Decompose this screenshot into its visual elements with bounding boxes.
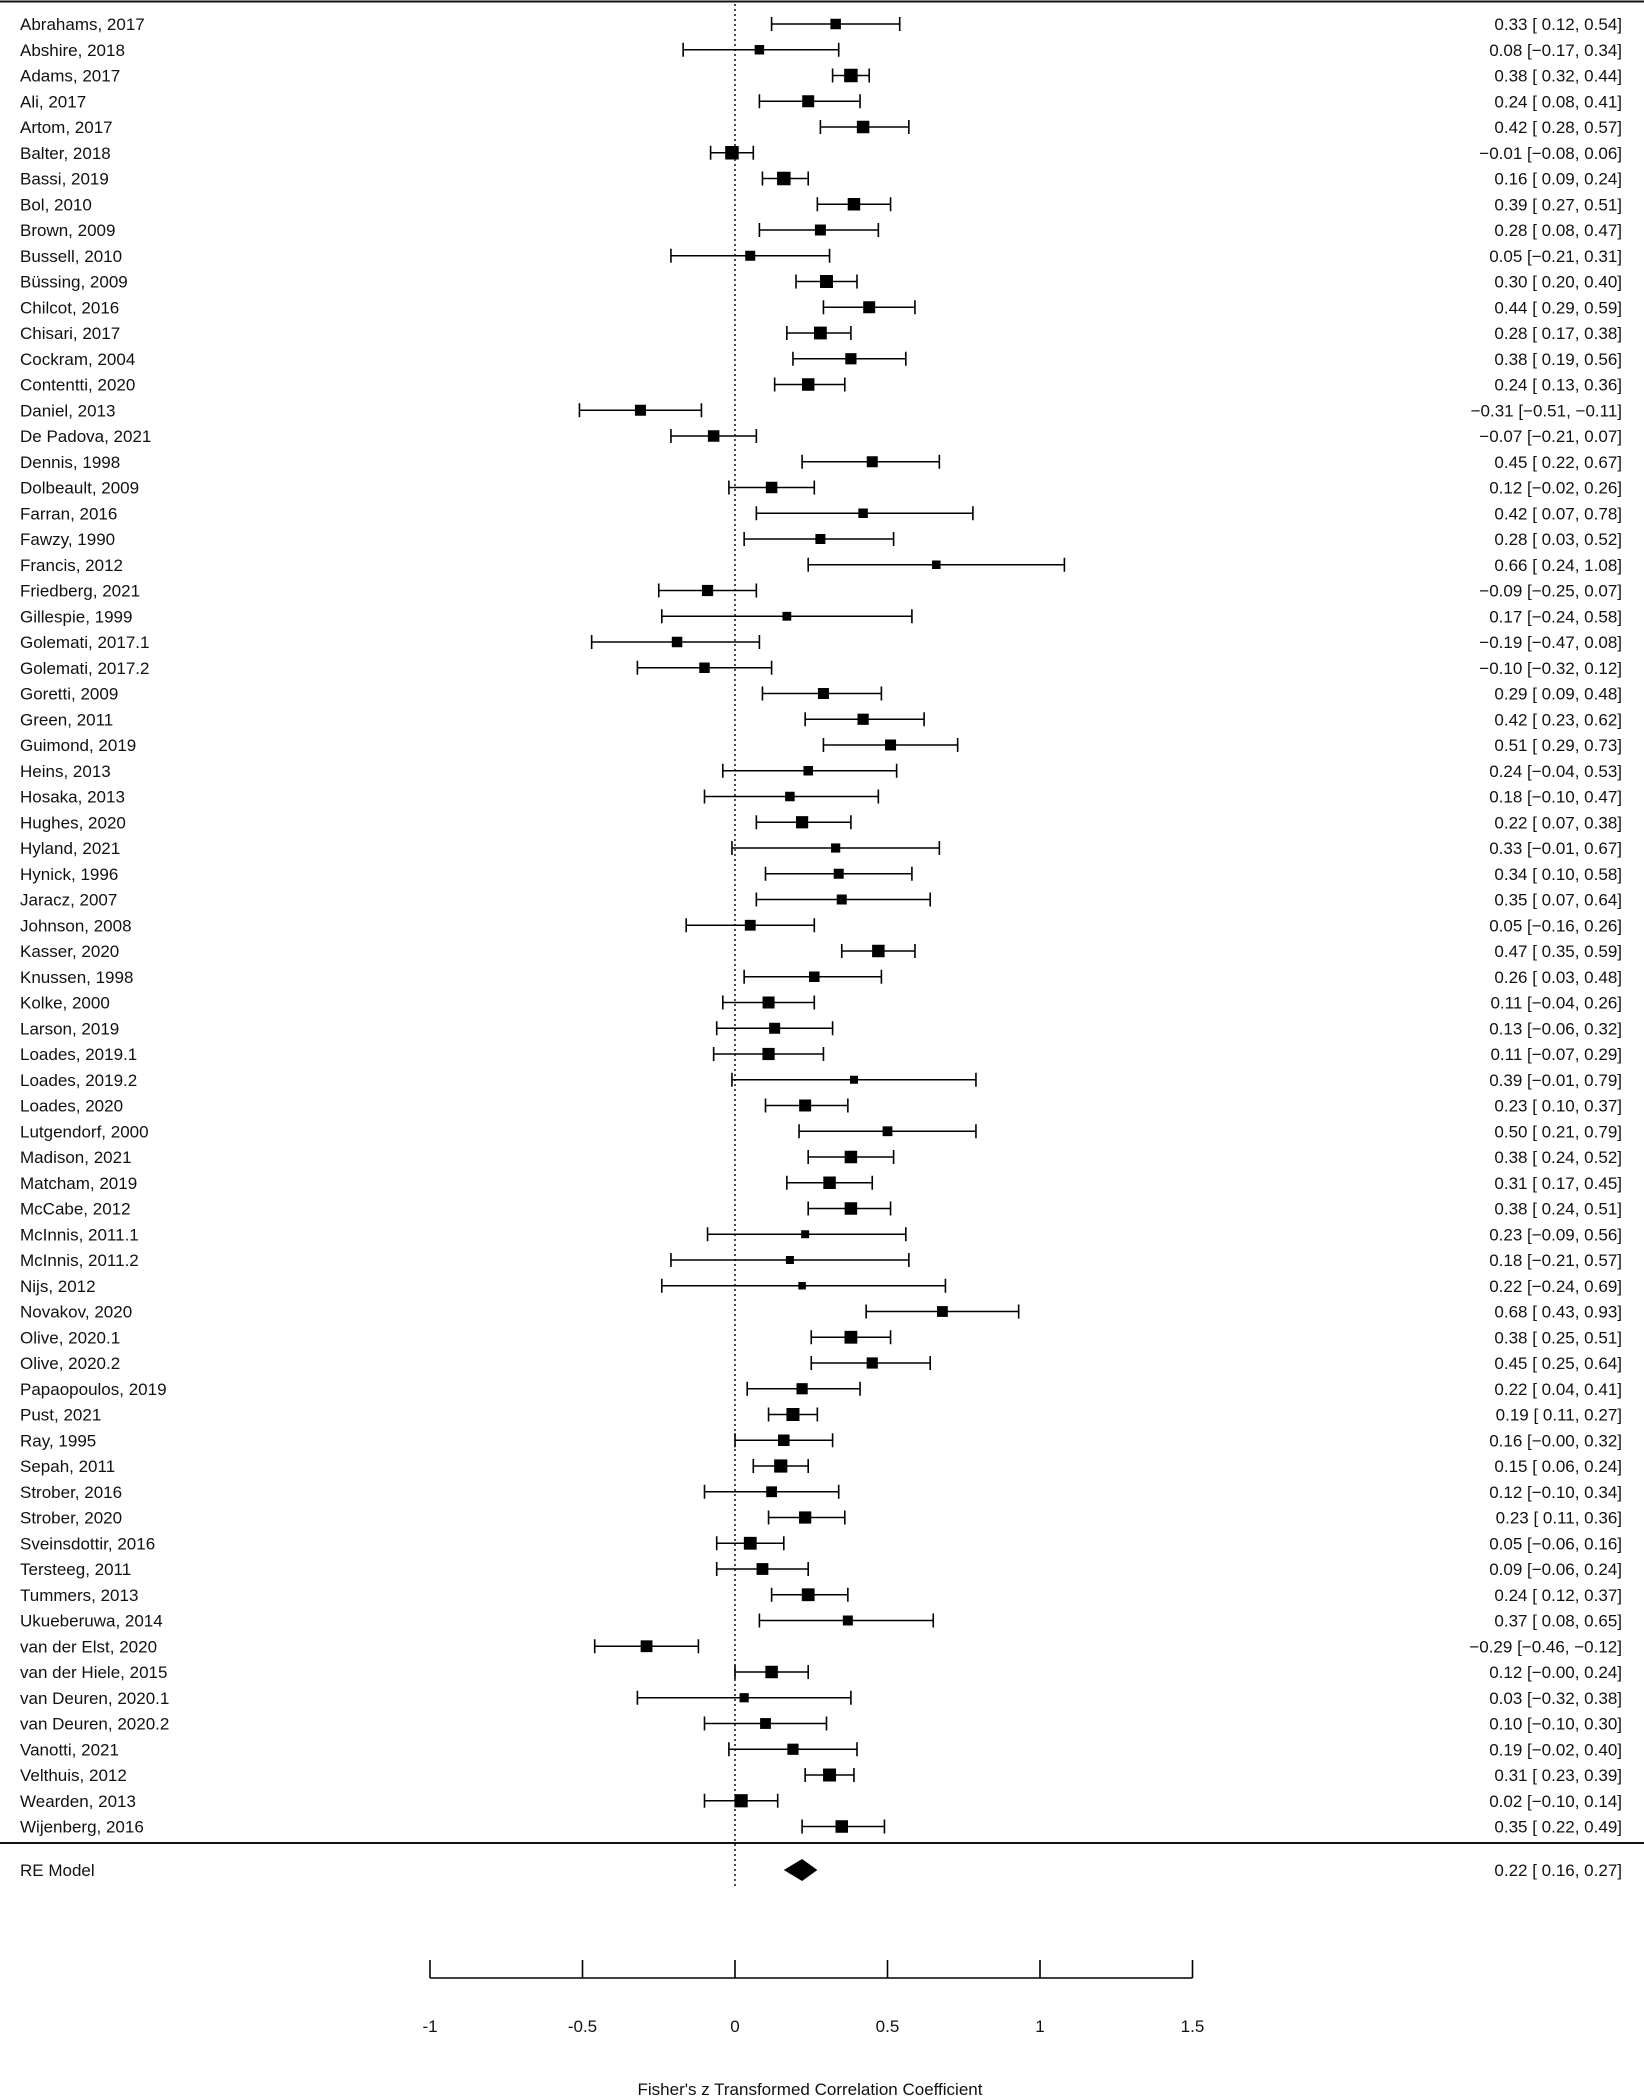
- ci-text: 0.23 [−0.09, 0.56]: [1489, 1225, 1622, 1245]
- point-estimate: [823, 1769, 836, 1782]
- study-row: [20, 1097, 1622, 1116]
- x-axis-title: Fisher's z Transformed Correlation Coefficient: [637, 2080, 983, 2099]
- ci-text: 0.13 [−0.06, 0.32]: [1489, 1019, 1622, 1039]
- study-row: [20, 15, 1622, 34]
- study-label: Tummers, 2013: [20, 1585, 139, 1605]
- ci-text: 0.11 [−0.07, 0.29]: [1490, 1045, 1622, 1064]
- ci-text: 0.33 [ 0.12, 0.54]: [1494, 15, 1622, 34]
- ci-text: −0.01 [−0.08, 0.06]: [1479, 143, 1622, 163]
- ci-text: 0.34 [ 0.10, 0.58]: [1494, 864, 1622, 884]
- study-rows: [20, 15, 1622, 1837]
- study-row: [20, 1560, 1622, 1579]
- study-row: [20, 762, 1622, 781]
- ci-text: 0.03 [−0.32, 0.38]: [1489, 1688, 1622, 1708]
- study-label: Vanotti, 2021: [20, 1740, 119, 1760]
- study-label: Nijs, 2012: [20, 1276, 96, 1296]
- point-estimate: [845, 1202, 858, 1215]
- study-label: McCabe, 2012: [20, 1199, 131, 1219]
- ci-text: 0.11 [−0.04, 0.26]: [1490, 993, 1622, 1013]
- ci-text: 0.38 [ 0.25, 0.51]: [1494, 1328, 1622, 1348]
- study-label: Tersteeg, 2011: [20, 1560, 132, 1579]
- ci-text: 0.33 [−0.01, 0.67]: [1489, 839, 1622, 858]
- ci-text: −0.07 [−0.21, 0.07]: [1479, 427, 1622, 446]
- ci-text: 0.38 [ 0.19, 0.56]: [1494, 349, 1622, 369]
- ci-text: 0.35 [ 0.07, 0.64]: [1494, 890, 1622, 910]
- point-estimate: [809, 972, 820, 983]
- study-label: Sepah, 2011: [20, 1457, 116, 1476]
- study-row: [20, 350, 1622, 369]
- point-estimate: [844, 69, 858, 83]
- study-row: [20, 1740, 1622, 1759]
- study-row: [20, 324, 1622, 343]
- study-label: van der Elst, 2020: [20, 1637, 158, 1657]
- point-estimate: [837, 895, 847, 905]
- point-estimate: [760, 1718, 771, 1729]
- study-row: [20, 221, 1622, 240]
- study-row: [20, 1457, 1622, 1476]
- study-label: Loades, 2019.2: [20, 1070, 138, 1090]
- point-estimate: [850, 1076, 858, 1084]
- ci-text: −0.31 [−0.51, −0.11]: [1470, 401, 1622, 421]
- study-row: [20, 427, 1622, 446]
- ci-text: 0.68 [ 0.43, 0.93]: [1494, 1302, 1622, 1322]
- ci-text: 0.12 [−0.02, 0.26]: [1489, 478, 1622, 498]
- point-estimate: [797, 1383, 808, 1394]
- ci-text: 0.19 [ 0.11, 0.27]: [1495, 1405, 1622, 1425]
- ci-text: 0.39 [ 0.27, 0.51]: [1494, 195, 1622, 215]
- point-estimate: [766, 1486, 777, 1497]
- study-row: [20, 118, 1622, 137]
- point-estimate: [843, 1616, 853, 1626]
- ci-text: 0.50 [ 0.21, 0.79]: [1494, 1122, 1622, 1142]
- point-estimate: [803, 766, 813, 776]
- study-row: [20, 67, 1622, 86]
- study-row: [20, 607, 1622, 626]
- study-row: [20, 479, 1622, 498]
- point-estimate: [762, 1048, 774, 1060]
- study-row: [20, 1071, 1622, 1090]
- study-row: [20, 298, 1622, 317]
- point-estimate: [778, 1435, 790, 1447]
- study-label: Cockram, 2004: [20, 349, 136, 369]
- point-estimate: [799, 1511, 811, 1523]
- study-row: [20, 1122, 1622, 1141]
- ci-text: 0.30 [ 0.20, 0.40]: [1494, 272, 1622, 292]
- point-estimate: [883, 1126, 893, 1136]
- study-label: Golemati, 2017.2: [20, 658, 150, 678]
- study-row: [20, 1303, 1622, 1322]
- study-row: [20, 504, 1622, 523]
- study-row: [20, 788, 1622, 807]
- study-label: Bussell, 2010: [20, 246, 123, 266]
- ci-text: 0.23 [ 0.10, 0.37]: [1494, 1096, 1622, 1116]
- ci-text: 0.26 [ 0.03, 0.48]: [1494, 967, 1622, 987]
- study-label: Abrahams, 2017: [20, 15, 145, 34]
- study-row: [20, 195, 1622, 214]
- study-label: Wearden, 2013: [20, 1791, 136, 1811]
- study-row: [20, 1509, 1622, 1528]
- study-label: Büssing, 2009: [20, 272, 128, 292]
- ci-text: 0.28 [ 0.03, 0.52]: [1494, 530, 1622, 549]
- point-estimate: [820, 275, 833, 288]
- study-row: [20, 1174, 1622, 1193]
- study-row: [20, 582, 1622, 601]
- ci-text: 0.42 [ 0.28, 0.57]: [1494, 118, 1622, 137]
- ci-text: 0.45 [ 0.22, 0.67]: [1494, 452, 1622, 472]
- study-label: Jaracz, 2007: [20, 890, 118, 910]
- study-label: Chisari, 2017: [20, 324, 121, 343]
- study-row: [20, 1663, 1622, 1682]
- ci-text: 0.17 [−0.24, 0.58]: [1489, 607, 1622, 627]
- study-label: Francis, 2012: [20, 555, 123, 575]
- study-row: [20, 1019, 1622, 1038]
- study-row: [20, 144, 1622, 163]
- study-label: Matcham, 2019: [20, 1173, 138, 1193]
- study-label: Gillespie, 1999: [20, 607, 133, 627]
- ci-text: 0.12 [−0.00, 0.24]: [1489, 1663, 1622, 1682]
- ci-text: 0.16 [ 0.09, 0.24]: [1494, 169, 1622, 189]
- point-estimate: [932, 561, 941, 570]
- point-estimate: [708, 430, 720, 442]
- point-estimate: [802, 95, 814, 107]
- point-estimate: [765, 1666, 778, 1679]
- study-label: Ali, 2017: [20, 92, 87, 112]
- study-row: [20, 1148, 1622, 1167]
- ci-text: 0.24 [ 0.13, 0.36]: [1494, 375, 1622, 395]
- point-estimate: [845, 1331, 858, 1344]
- ci-text: 0.45 [ 0.25, 0.64]: [1494, 1354, 1622, 1373]
- study-row: [20, 685, 1622, 704]
- point-estimate: [818, 688, 829, 699]
- ci-text: 0.15 [ 0.06, 0.24]: [1494, 1457, 1622, 1476]
- point-estimate: [740, 1693, 749, 1702]
- ci-text: 0.38 [ 0.24, 0.51]: [1494, 1199, 1622, 1219]
- point-estimate: [831, 843, 840, 852]
- study-label: Brown, 2009: [20, 221, 116, 240]
- study-label: Golemati, 2017.1: [20, 633, 150, 652]
- study-row: [20, 1818, 1622, 1837]
- ci-text: 0.38 [ 0.32, 0.44]: [1494, 66, 1622, 86]
- point-estimate: [725, 146, 739, 160]
- study-label: van der Hiele, 2015: [20, 1663, 168, 1682]
- point-estimate: [937, 1306, 948, 1317]
- study-row: [20, 1431, 1622, 1450]
- ci-text: 0.19 [−0.02, 0.40]: [1489, 1740, 1622, 1760]
- ci-text: 0.18 [−0.21, 0.57]: [1489, 1251, 1622, 1270]
- point-estimate: [641, 1640, 653, 1652]
- study-label: Green, 2011: [20, 710, 114, 730]
- study-label: Velthuis, 2012: [20, 1766, 127, 1785]
- ci-text: 0.05 [−0.16, 0.26]: [1489, 916, 1622, 936]
- x-tick-label: -0.5: [567, 2017, 598, 2036]
- study-row: [20, 1766, 1622, 1785]
- study-row: [20, 968, 1622, 987]
- study-label: Fawzy, 1990: [20, 530, 116, 549]
- ci-text: 0.08 [−0.17, 0.34]: [1489, 40, 1622, 60]
- point-estimate: [885, 740, 896, 751]
- point-estimate: [786, 1408, 799, 1421]
- study-row: [20, 1354, 1622, 1373]
- point-estimate: [735, 1794, 748, 1807]
- study-row: [20, 1534, 1622, 1553]
- study-label: Kolke, 2000: [20, 993, 110, 1013]
- ci-text: 0.29 [ 0.09, 0.48]: [1494, 684, 1622, 704]
- study-label: Olive, 2020.2: [20, 1354, 121, 1373]
- ci-text: 0.05 [−0.06, 0.16]: [1489, 1534, 1622, 1554]
- study-row: [20, 1612, 1622, 1631]
- x-tick-label: 1: [1035, 2017, 1045, 2036]
- study-label: Novakov, 2020: [20, 1302, 133, 1322]
- study-label: Dolbeault, 2009: [20, 478, 140, 498]
- ci-text: 0.28 [ 0.08, 0.47]: [1494, 221, 1622, 240]
- ci-text: 0.12 [−0.10, 0.34]: [1489, 1482, 1622, 1502]
- point-estimate: [858, 509, 868, 519]
- study-row: [20, 1328, 1622, 1347]
- point-estimate: [798, 1282, 806, 1290]
- point-estimate: [796, 816, 808, 828]
- study-label: Bassi, 2019: [20, 169, 109, 189]
- ci-text: 0.39 [−0.01, 0.79]: [1489, 1070, 1622, 1090]
- study-label: Daniel, 2013: [20, 401, 116, 421]
- point-estimate: [848, 198, 861, 211]
- study-row: [20, 710, 1622, 729]
- study-row: [20, 942, 1622, 961]
- point-estimate: [867, 1357, 878, 1368]
- study-row: [20, 530, 1622, 549]
- study-label: Ukueberuwa, 2014: [20, 1611, 163, 1631]
- study-label: Guimond, 2019: [20, 736, 137, 755]
- study-label: Heins, 2013: [20, 761, 111, 781]
- study-label: Olive, 2020.1: [20, 1328, 121, 1348]
- study-label: Friedberg, 2021: [20, 581, 141, 601]
- point-estimate: [802, 378, 815, 391]
- ci-text: 0.24 [ 0.08, 0.41]: [1494, 92, 1622, 112]
- point-estimate: [774, 1459, 787, 1472]
- study-label: Farran, 2016: [20, 504, 118, 524]
- point-estimate: [769, 1023, 780, 1034]
- study-row: [20, 1200, 1622, 1219]
- point-estimate: [858, 714, 869, 725]
- ci-text: 0.66 [ 0.24, 1.08]: [1494, 555, 1622, 575]
- study-label: Wijenberg, 2016: [20, 1817, 144, 1837]
- study-label: Balter, 2018: [20, 143, 111, 163]
- point-estimate: [799, 1100, 811, 1112]
- ci-text: 0.24 [ 0.12, 0.37]: [1494, 1585, 1622, 1605]
- study-row: [20, 1045, 1622, 1064]
- ci-text: 0.23 [ 0.11, 0.36]: [1495, 1508, 1622, 1528]
- point-estimate: [702, 585, 713, 596]
- study-row: [20, 1406, 1622, 1425]
- study-row: [20, 273, 1622, 292]
- ci-text: −0.09 [−0.25, 0.07]: [1479, 581, 1622, 601]
- study-label: Abshire, 2018: [20, 40, 125, 60]
- point-estimate: [823, 1177, 836, 1190]
- study-label: Hyland, 2021: [20, 839, 121, 858]
- point-estimate: [845, 1151, 858, 1164]
- point-estimate: [745, 920, 756, 931]
- point-estimate: [815, 534, 825, 544]
- study-label: Kasser, 2020: [20, 942, 120, 961]
- study-row: [20, 556, 1622, 575]
- point-estimate: [814, 327, 827, 340]
- study-row: [20, 1586, 1622, 1605]
- point-estimate: [635, 405, 646, 416]
- point-estimate: [863, 301, 875, 313]
- study-label: Madison, 2021: [20, 1148, 132, 1167]
- ci-text: 0.28 [ 0.17, 0.38]: [1494, 324, 1622, 343]
- study-label: Contentti, 2020: [20, 375, 136, 395]
- ci-text: 0.10 [−0.10, 0.30]: [1489, 1714, 1622, 1734]
- summary-label: RE Model: [20, 1861, 95, 1880]
- ci-text: −0.29 [−0.46, −0.12]: [1469, 1637, 1622, 1657]
- ci-text: 0.31 [ 0.17, 0.45]: [1494, 1173, 1622, 1193]
- ci-text: 0.35 [ 0.22, 0.49]: [1494, 1817, 1622, 1837]
- x-tick-label: 1.5: [1180, 2017, 1205, 2036]
- point-estimate: [766, 482, 778, 494]
- point-estimate: [782, 612, 791, 621]
- point-estimate: [786, 1256, 794, 1264]
- point-estimate: [836, 1820, 849, 1833]
- study-label: De Padova, 2021: [20, 427, 152, 446]
- study-label: Loades, 2019.1: [20, 1045, 138, 1064]
- study-row: [20, 1715, 1622, 1734]
- x-tick-label: -1: [422, 2017, 438, 2036]
- ci-text: 0.22 [ 0.07, 0.38]: [1494, 813, 1622, 833]
- study-label: Ray, 1995: [20, 1431, 97, 1451]
- point-estimate: [787, 1744, 798, 1755]
- study-label: Strober, 2020: [20, 1508, 123, 1528]
- study-row: [20, 865, 1622, 884]
- ci-text: −0.19 [−0.47, 0.08]: [1479, 633, 1622, 652]
- study-row: [20, 659, 1622, 678]
- study-row: [20, 1637, 1622, 1656]
- point-estimate: [857, 121, 870, 134]
- study-row: [20, 247, 1622, 266]
- ci-text: 0.37 [ 0.08, 0.65]: [1494, 1611, 1622, 1631]
- ci-text: 0.47 [ 0.35, 0.59]: [1494, 942, 1622, 961]
- point-estimate: [815, 225, 826, 236]
- point-estimate: [672, 637, 683, 648]
- summary-ci-text: 0.22 [ 0.16, 0.27]: [1494, 1861, 1622, 1880]
- study-row: [20, 736, 1622, 755]
- point-estimate: [830, 19, 841, 30]
- study-label: Hosaka, 2013: [20, 787, 125, 807]
- x-tick-label: 0.5: [875, 2017, 900, 2036]
- study-label: Sveinsdottir, 2016: [20, 1534, 156, 1554]
- study-row: [20, 633, 1622, 652]
- study-label: Knussen, 1998: [20, 967, 134, 987]
- study-label: Artom, 2017: [20, 118, 113, 137]
- study-label: van Deuren, 2020.1: [20, 1688, 170, 1708]
- study-row: [20, 453, 1622, 472]
- study-row: [20, 839, 1622, 858]
- study-label: Dennis, 1998: [20, 452, 121, 472]
- study-label: Strober, 2016: [20, 1482, 123, 1502]
- x-tick-label: 0: [730, 2017, 740, 2036]
- study-label: Pust, 2021: [20, 1405, 102, 1425]
- ci-text: 0.42 [ 0.23, 0.62]: [1494, 710, 1622, 730]
- study-row: [20, 92, 1622, 111]
- study-row: [20, 376, 1622, 395]
- study-row: [20, 1792, 1622, 1811]
- study-label: Larson, 2019: [20, 1019, 120, 1039]
- ci-text: 0.38 [ 0.24, 0.52]: [1494, 1148, 1622, 1167]
- study-row: [20, 41, 1622, 60]
- study-row: [20, 994, 1622, 1013]
- point-estimate: [757, 1563, 769, 1575]
- point-estimate: [744, 1537, 757, 1550]
- study-row: [20, 1380, 1622, 1399]
- study-row: [20, 1277, 1622, 1296]
- point-estimate: [867, 456, 878, 467]
- point-estimate: [801, 1230, 809, 1238]
- ci-text: 0.02 [−0.10, 0.14]: [1489, 1791, 1622, 1811]
- point-estimate: [802, 1588, 815, 1601]
- study-label: Hynick, 1996: [20, 864, 119, 884]
- study-row: [20, 813, 1622, 832]
- ci-text: 0.24 [−0.04, 0.53]: [1489, 761, 1622, 781]
- ci-text: 0.42 [ 0.07, 0.78]: [1494, 504, 1622, 524]
- study-label: McInnis, 2011.1: [20, 1225, 139, 1245]
- study-row: [20, 916, 1622, 935]
- ci-text: 0.51 [ 0.29, 0.73]: [1494, 736, 1622, 755]
- study-label: McInnis, 2011.2: [20, 1251, 139, 1270]
- ci-text: 0.31 [ 0.23, 0.39]: [1494, 1766, 1622, 1785]
- study-label: Lutgendorf, 2000: [20, 1122, 149, 1142]
- study-label: Hughes, 2020: [20, 813, 126, 833]
- study-row: [20, 891, 1622, 910]
- study-label: Papaopoulos, 2019: [20, 1379, 167, 1399]
- point-estimate: [755, 45, 765, 55]
- point-estimate: [699, 663, 710, 674]
- point-estimate: [834, 869, 844, 879]
- study-label: Adams, 2017: [20, 66, 121, 86]
- x-axis: [422, 1960, 1204, 2036]
- ci-text: 0.22 [ 0.04, 0.41]: [1494, 1379, 1622, 1399]
- study-label: Johnson, 2008: [20, 916, 132, 936]
- summary-diamond: [784, 1859, 818, 1881]
- point-estimate: [763, 997, 775, 1009]
- point-estimate: [845, 353, 856, 364]
- ci-text: 0.18 [−0.10, 0.47]: [1489, 787, 1622, 807]
- study-row: [20, 1225, 1622, 1244]
- ci-text: −0.10 [−0.32, 0.12]: [1479, 658, 1622, 678]
- study-label: Goretti, 2009: [20, 684, 119, 704]
- ci-text: 0.22 [−0.24, 0.69]: [1489, 1276, 1622, 1296]
- ci-text: 0.16 [−0.00, 0.32]: [1489, 1431, 1622, 1451]
- point-estimate: [745, 251, 755, 261]
- study-row: [20, 1689, 1622, 1708]
- ci-text: 0.44 [ 0.29, 0.59]: [1494, 298, 1622, 318]
- ci-text: 0.05 [−0.21, 0.31]: [1489, 246, 1622, 266]
- study-label: Bol, 2010: [20, 195, 92, 215]
- study-label: van Deuren, 2020.2: [20, 1714, 170, 1734]
- study-row: [20, 401, 1622, 420]
- ci-text: 0.09 [−0.06, 0.24]: [1489, 1560, 1622, 1579]
- point-estimate: [777, 172, 791, 186]
- point-estimate: [872, 945, 885, 958]
- study-row: [20, 1483, 1622, 1502]
- point-estimate: [785, 792, 795, 802]
- study-row: [20, 170, 1622, 189]
- study-label: Chilcot, 2016: [20, 298, 120, 318]
- study-label: Loades, 2020: [20, 1096, 124, 1116]
- study-row: [20, 1251, 1622, 1270]
